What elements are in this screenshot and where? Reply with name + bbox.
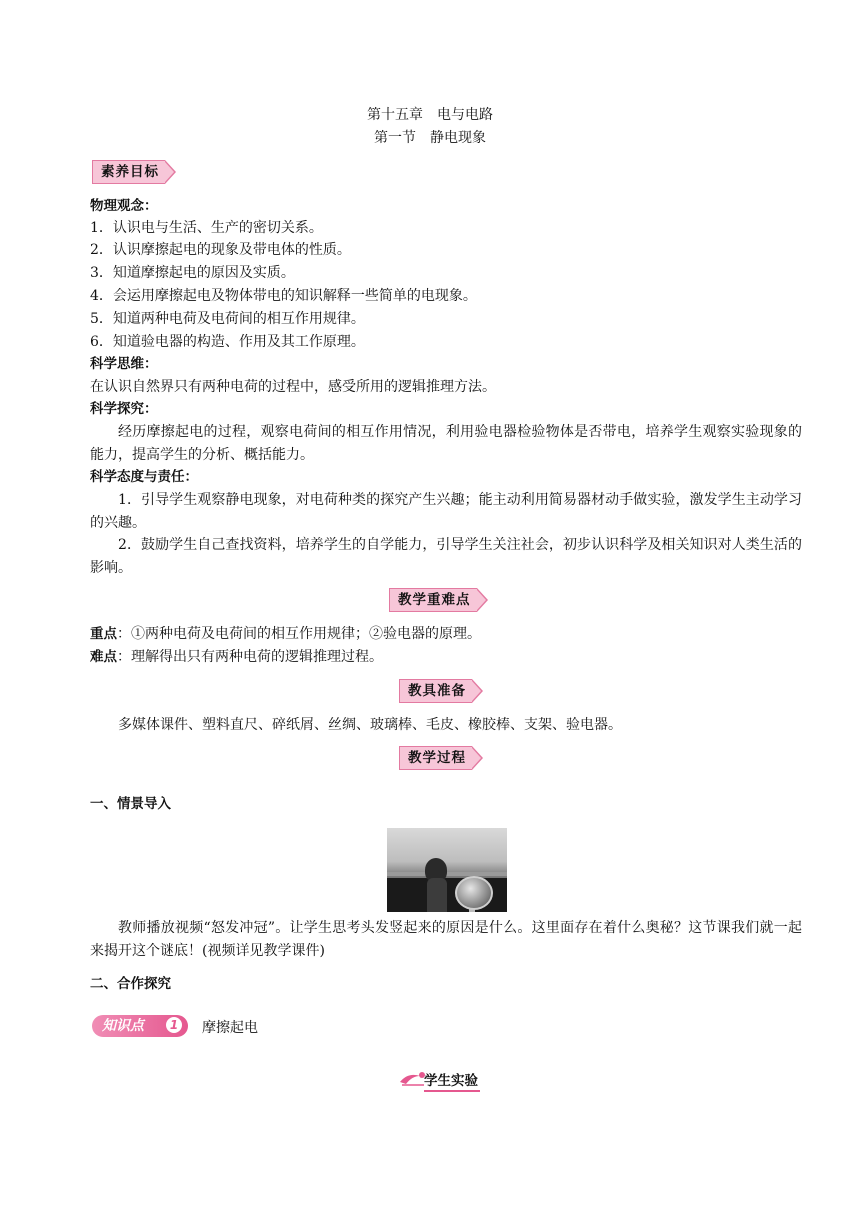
scientific-inquiry-heading: 科学探究： (90, 401, 158, 417)
scientific-thinking-text: 在认识自然界只有两种电荷的过程中，感受所用的逻辑推理方法。 (90, 379, 496, 395)
physics-concept-item: 5．知道两种电荷及电荷间的相互作用规律。 (90, 311, 365, 327)
knowledge-point-label: 知识点 (102, 1018, 144, 1034)
key-point-line (90, 623, 481, 645)
difficult-point-text: ：理解得出只有两种电荷的逻辑推理过程。 (117, 649, 383, 665)
tools-tag: 教具准备 (399, 679, 472, 703)
difficult-point-label: 难点 (90, 649, 117, 665)
goals-tag: 素养目标 (92, 160, 165, 184)
attitude-item: 2．鼓励学生自己查找资料，培养学生的自学能力，引导学生关注社会，初步认识科学及相关知识对人类生活的影响。 (90, 537, 802, 576)
key-points-tag: 教学重难点 (389, 588, 477, 612)
attitude-heading: 科学态度与责任： (90, 469, 198, 485)
knowledge-point-tag (92, 1015, 188, 1037)
physics-concept-heading: 物理观念： (90, 198, 158, 214)
physics-concept-item: 2．认识摩擦起电的现象及带电体的性质。 (90, 242, 351, 258)
part1-text: 教师播放视频“怒发冲冠”。让学生思考头发竖起来的原因是什么。这里面存在着什么奥秘？这节课我们就一起来揭开这个谜底！(视频详见教学课件) (90, 920, 802, 959)
difficult-point-line (90, 646, 383, 668)
student-experiment-label: 学生实验 (424, 1072, 480, 1092)
scientific-thinking-heading: 科学思维： (90, 356, 158, 372)
hair-standing-photo (387, 828, 507, 912)
part2-heading: 二、合作探究 (90, 976, 171, 992)
key-point-text: ：①两种电荷及电荷间的相互作用规律；②验电器的原理。 (117, 626, 481, 642)
tools-text: 多媒体课件、塑料直尺、碎纸屑、丝绸、玻璃棒、毛皮、橡胶棒、支架、验电器。 (118, 717, 622, 733)
physics-concept-item: 6．知道验电器的构造、作用及其工作原理。 (90, 334, 365, 350)
attitude-item: 1．引导学生观察静电现象，对电荷种类的探究产生兴趣；能主动利用简易器材动手做实验，激发学生主动学习的兴趣。 (90, 492, 802, 531)
knowledge-point-title: 摩擦起电 (202, 1020, 258, 1036)
physics-concept-item: 4．会运用摩擦起电及物体带电的知识解释一些简单的电现象。 (90, 288, 477, 304)
section-title: 第一节 静电现象 (374, 130, 486, 146)
physics-concept-item: 1．认识电与生活、生产的密切关系。 (90, 220, 323, 236)
process-tag: 教学过程 (399, 746, 472, 770)
scientific-inquiry-text: 经历摩擦起电的过程，观察电荷间的相互作用情况，利用验电器检验物体是否带电，培养学生观察实验现象的能力，提高学生的分析、概括能力。 (90, 424, 802, 463)
knowledge-point-number: 1 (166, 1017, 182, 1033)
chapter-title: 第十五章 电与电路 (367, 107, 493, 123)
physics-concept-item: 3．知道摩擦起电的原因及实质。 (90, 265, 295, 281)
student-experiment-marker (398, 1068, 490, 1094)
key-point-label: 重点 (90, 626, 117, 642)
part1-heading: 一、情景导入 (90, 796, 171, 812)
